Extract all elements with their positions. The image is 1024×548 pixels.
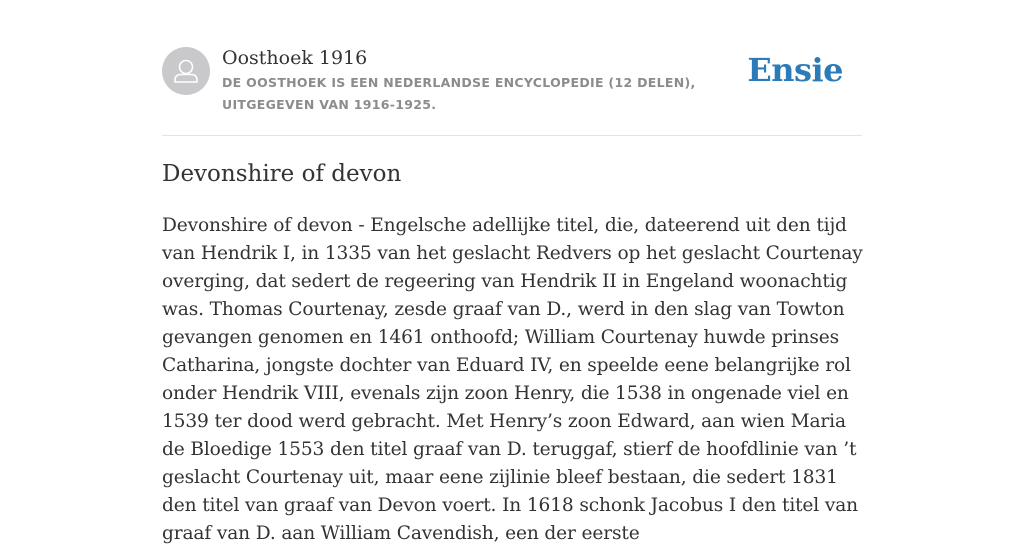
- article-title: Devonshire of devon: [162, 161, 402, 187]
- user-icon[interactable]: [162, 47, 210, 95]
- article-body: Devonshire of devon - Engelsche adellijke titel, die, dateerend uit den tijd van Hendrik I, in 1335 van het geslacht Redvers op het geslacht Courtenay overging, dat sedert de regeering van Hendrik II in Engeland woonachtig was. Thomas Courtenay, zesde graaf van D., werd in den slag van Towton gevangen genomen en 1461 onthoofd; William Courtenay huwde prinses Catharina, jongste dochter van Eduard IV, en speelde eene belangrijke rol onder Hendrik VIII, evenals zijn zoon Henry, die 1538 in ongenade viel en 1539 ter dood werd gebracht. Met Henry’s zoon Edward, aan wien Maria de Bloedige 1553 den titel graaf van D. teruggaf, stierf de hoofdlinie van ’t geslacht Courtenay uit, maar eene zijlinie bleef bestaan, die sedert 1831 den titel van graaf van Devon voert. In 1618 schonk Jacobus I den titel van graaf van D. aan William Cavendish, een der eerste: [162, 215, 863, 544]
- source-header: [162, 46, 862, 116]
- header-divider: [162, 135, 862, 136]
- source-description: DE OOSTHOEK IS EEN NEDERLANDSE ENCYCLOPEDIE (12 DELEN), UITGEGEVEN VAN 1916-1925.: [222, 75, 696, 112]
- source-title[interactable]: Oosthoek 1916: [222, 47, 368, 69]
- brand-logo[interactable]: Ensie: [747, 51, 843, 89]
